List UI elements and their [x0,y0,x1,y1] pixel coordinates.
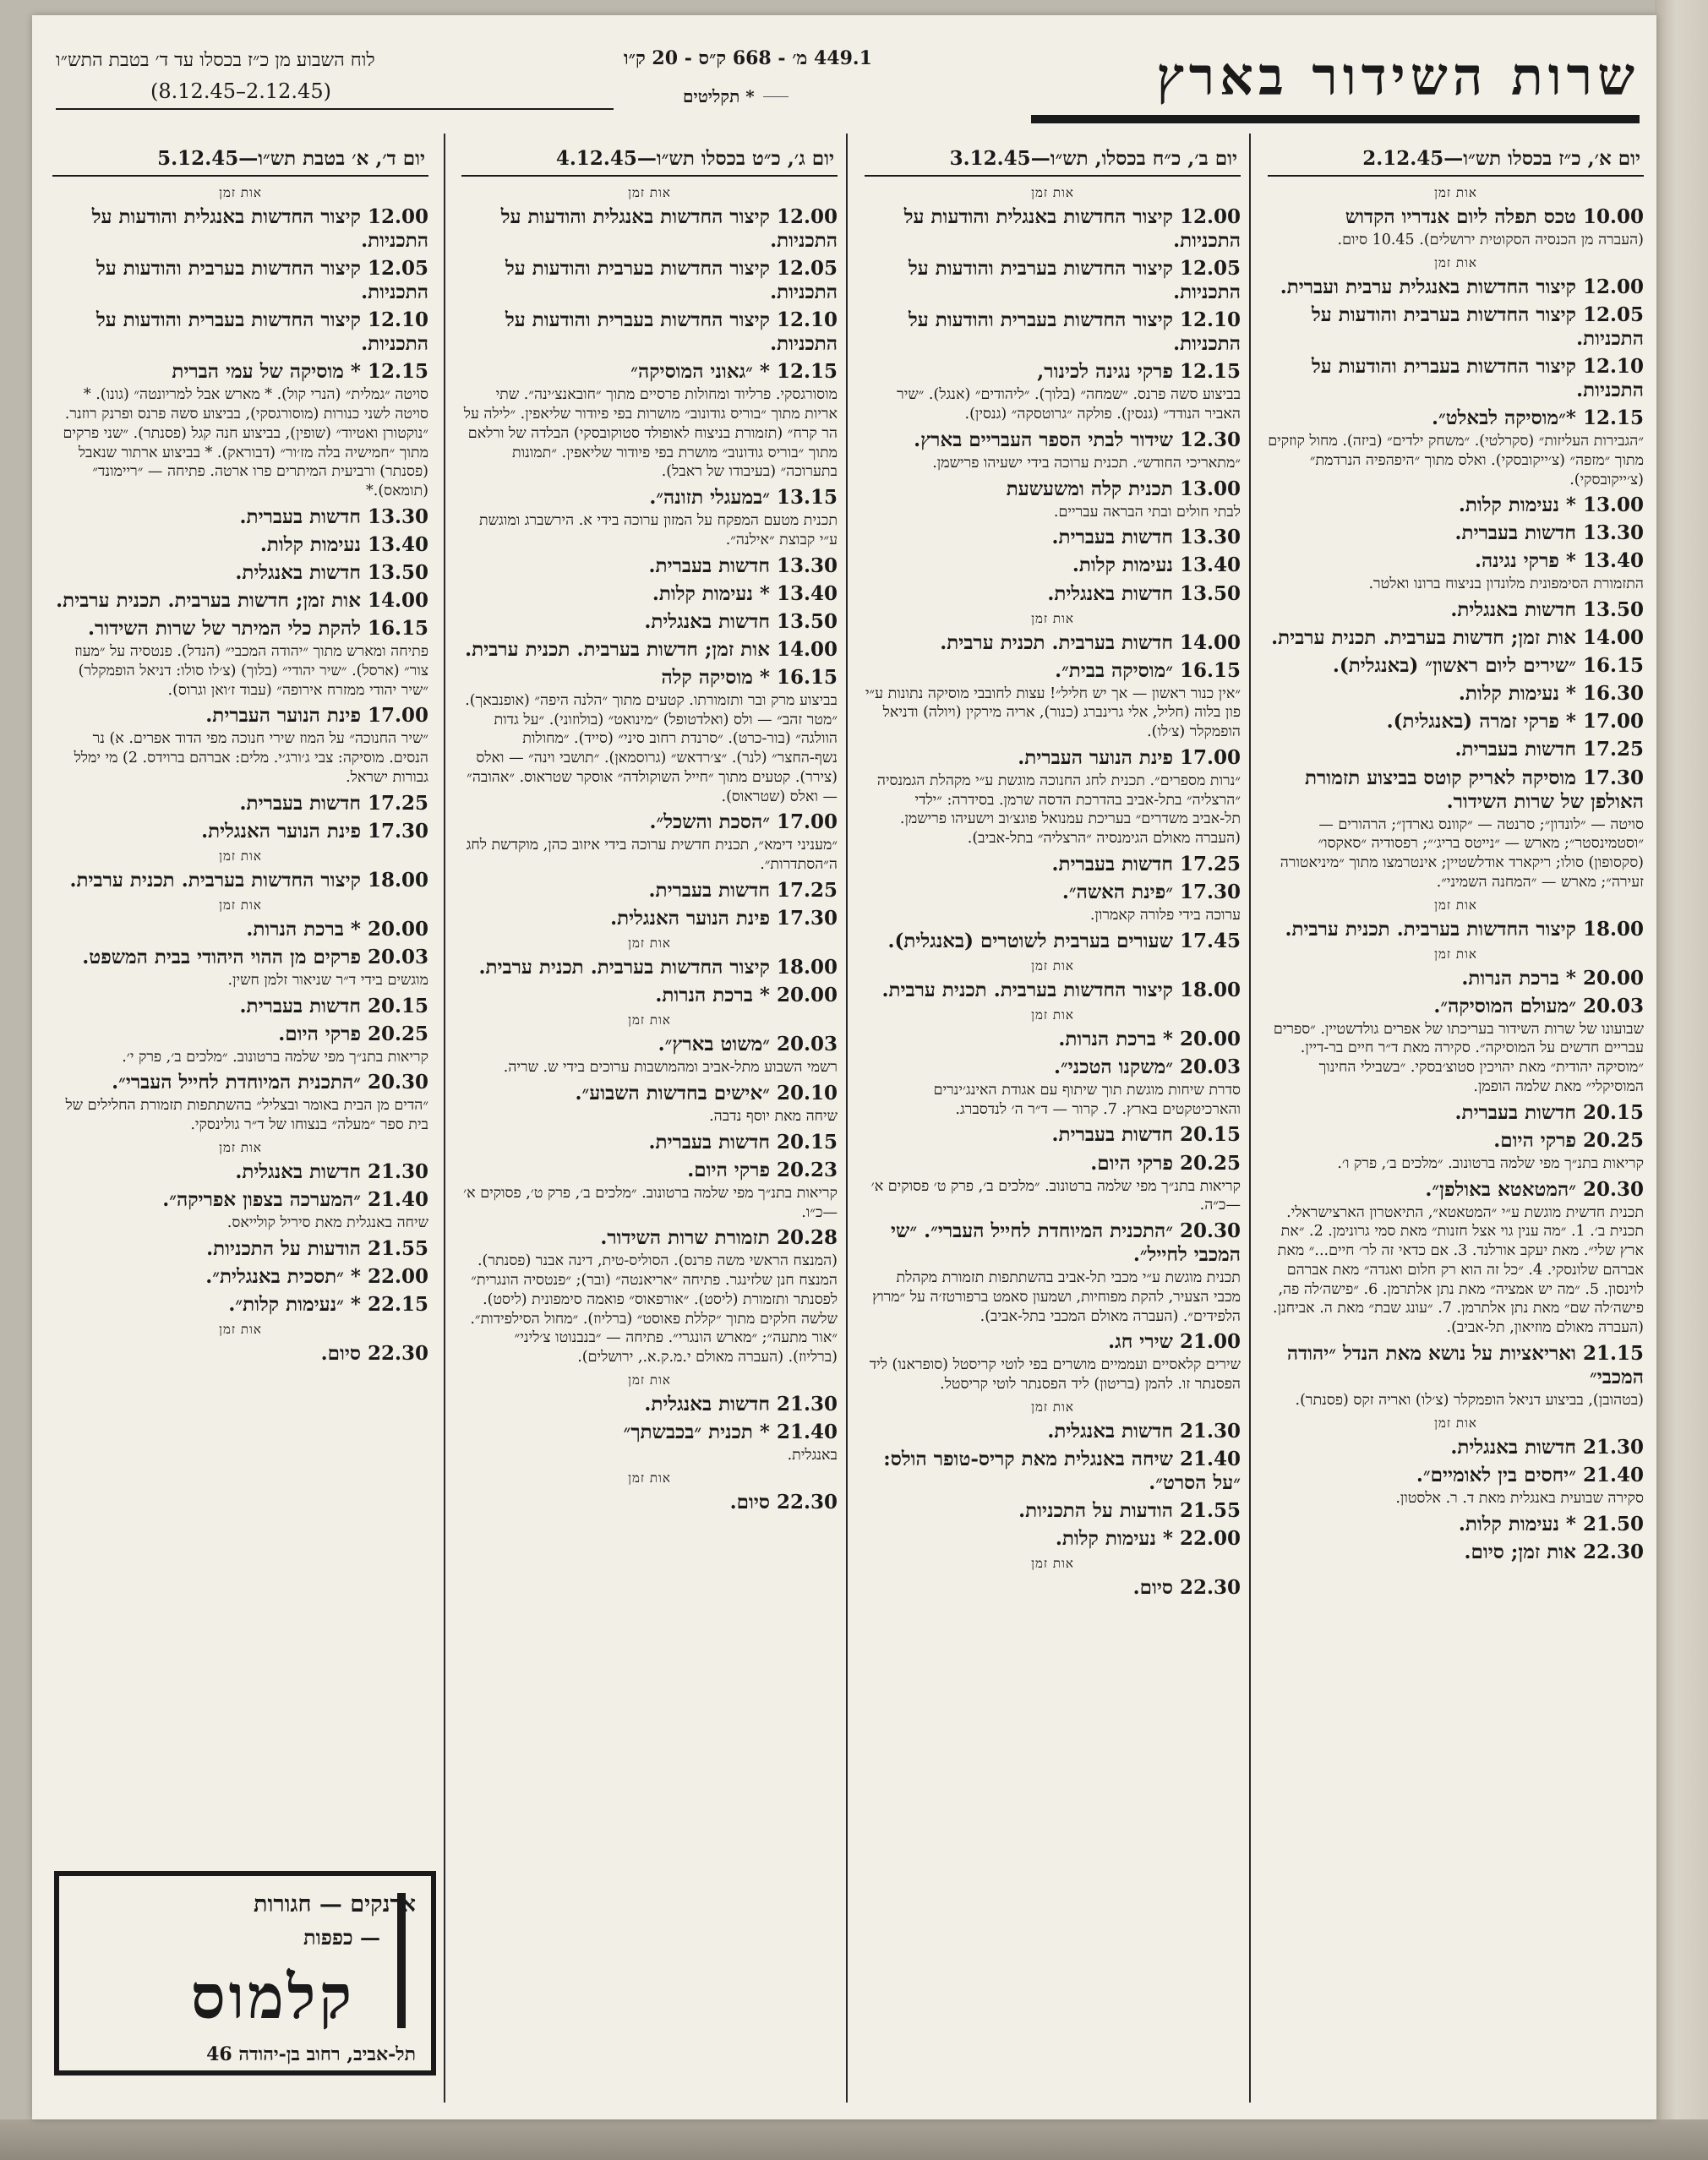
masthead-frequencies: 449.1 מ׳ - 668 ק״ס - 20 ק״ו [624,47,872,69]
program-item [865,853,1241,876]
program-title: 16.15 ״שירים ליום ראשון״ (באנגלית). [1332,654,1644,678]
masthead-rule [1031,115,1640,123]
program-description: תכנית מוגשת ע״י מכבי תל-אביב בהשתתפות תזמורת מקהלת מכבי הצעיר, להקת מפוחיות, ושמעון סאמט ברפורטז׳ה על ״מרוץ הלפידים״. (העברה מאולם המכבי בתל-אביב). [872,1269,1241,1325]
program-description: רשמי השבוע מתל-אביב ומהמושבות ערוכים בידי ש. שריה. [503,1059,838,1077]
program-item [1268,1101,1644,1125]
program-item [865,360,1241,424]
masthead-recorded-legend: * תקליטים [683,86,755,106]
program-description: תכנית חדשית מוגשת ע״י ״המטאטא״, התיאטרון הארצישראלי. תכנית ב׳. 1. ״מה ענין גוי אצל חזנות״ מאת סמי גרונימן. 2. ״את ארץ שלי״. מאת יעקב אורלנד. 3. אם כדאי זה לר׳ חיים...״ מאת אברהם שלונסקי. 4. ״כל זה הוא רק חלום ואגדה״ מאת אברהם לוינסון. 5. ״מה יש אמציה״ מאת נתן אלתרמן. 6. ״פישה׳לה פה, פישה׳לה שם״ מאת נתן אלתרמן. 7. ״עונג שבת״ מאת ה. אביחנן. (העברה מאולם מוזיאון, תל-אביב). [1273,1203,1644,1337]
program-item [865,582,1241,606]
program-title: 22.30 סיום. [1132,1576,1241,1600]
day-program-list [865,177,1241,1600]
kalmus-advertisement [54,1871,436,2075]
program-description: ״מעניני דימא״, תכנית חדשית ערוכה בידי איזוב כהן, מוקדשת לחג ה״הסתדרות״. [466,837,838,874]
program-item [1268,1541,1644,1564]
program-description: פתיחה ומארש מתוך ״יהודה המכבי״ (הנדל). פנטסיה על ״מעוז צור״ (ארסל). ״שיר יהודי״ (בלוך) (צ׳לו סולו: דניאל הופמקלר) ״שיר יהודי ממזרח אירופה״ (עבוד ז׳ואן וגרוס). [74,643,428,699]
program-item [52,1342,428,1366]
program-title: 17.00 ״הסכת והשכל״. [649,810,838,834]
ad-brand-name: קלמוס [190,1961,355,2032]
time-signal-label: אות זמן [1434,897,1477,913]
program-title: 18.00 קיצור החדשות בערבית. תכנית ערבית. [881,978,1241,1001]
program-item [1268,738,1644,761]
program-item [52,205,428,253]
time-signal-label: אות זמן [1434,185,1477,200]
program-title: 21.55 הודעות על התכניות. [1018,1499,1241,1523]
time-signal-label: אות זמן [1031,185,1074,200]
program-title: 18.00 קיצור החדשות בערבית. תכנית ערבית. [478,956,838,979]
program-title: 21.40 * תכנית ״בכבשתך״ [623,1420,838,1443]
program-title: 13.40 * נעימות קלות. [652,581,838,605]
program-title: 12.10 קיצור החדשות בעברית והודעות על התכניות. [1311,354,1644,401]
program-title: 13.15 ״במעגלי תזונה״. [649,486,838,510]
time-signal-label: אות זמן [1434,254,1477,270]
program-title: 20.00 * ברכת הנרות. [655,984,838,1007]
ad-products-line-2: — כפפות [303,1925,380,1950]
program-item [52,1023,428,1067]
program-item [461,810,838,875]
time-signal-label: אות זמן [1434,1415,1477,1431]
time-signal-label: אות זמן [219,1139,262,1155]
program-item [1268,967,1644,990]
program-item [461,1082,838,1126]
program-description: התזמורת הסימפונית מלונדון בניצוח ברונו ואלטר. [1368,575,1644,593]
program-item [1268,995,1644,1097]
program-title: 17.30 מוסיקה לאריק קוטס בביצוע תזמורת האולפן של שרות השידור. [1304,766,1644,813]
program-description: קריאות בתנ״ך מפי שלמה ברטונוב. ״מלכים ב׳, פרק ו׳. [1337,1154,1644,1172]
program-description: (העברה מן הכנסיה הסקוטית ירושלים). 10.45 סיום. [1337,232,1644,249]
program-item [461,907,838,930]
program-description: ״אין כנור ראשון — אך יש חליל״! עצות לחובבי מוסיקה נתונות ע״י פון בלוה (חליל, אלי גרינברג (כנור), אריה מירקין (ויולה) ודניאל הופמקלר (צ׳לו). [865,685,1241,741]
program-title: 12.10 קיצור החדשות בעברית והודעות על התכניות. [505,308,838,356]
program-title: 21.30 חדשות באנגלית. [235,1159,428,1183]
program-title: 20.30 ״התכנית המיוחדת לחייל העברי״. [112,1071,428,1094]
program-title: 18.00 קיצור החדשות בערבית. תכנית ערבית. [69,868,428,892]
program-item [461,666,838,807]
program-title: 13.40 נעימות קלות. [1072,554,1241,577]
program-item [461,486,838,550]
program-title: 20.25 פרקי היום. [1090,1151,1241,1175]
program-item [1268,918,1644,941]
program-title: 14.00 אות זמן; חדשות בערבית. תכנית ערבית. [56,588,428,612]
program-title: 13.50 חדשות באנגלית. [644,609,838,633]
program-description: (בטהובן), בביצוע דניאל הופמקלר (צ׳לו) ואריה זקס (פסנתר). [1295,1391,1644,1409]
program-item [461,1393,838,1416]
program-title: 17.25 חדשות בעברית. [648,878,838,902]
program-item [1268,654,1644,678]
page-edge-bottom [0,2119,1708,2160]
program-item [52,1160,428,1184]
program-title: 20.00 * ברכת הנרות. [246,917,428,941]
program-title: 17.25 חדשות בעברית. [239,791,428,815]
program-description: סקירה שבועית באנגלית מאת ד. ר. אלסטון. [1395,1489,1644,1507]
program-title: 12.30 שידור לבתי הספר העבריים בארץ. [914,428,1241,451]
program-description: ״הדים מן הבית באומר ובצליל״ בהשתתפות תזמורת החלילים של בית ספר ״מעלה״ בנצוחו של ד״ר גולינסקי. [65,1097,428,1134]
program-description: בביצוע מרק ובר ותזמורתו. קטעים מתוך ״הלנה היפה״ (אופנבאך). ״מטר זהב״ — ולס (ואלדטופל) ״מינואט״ (בולוזוני). ״על גדות הוולגה״ (בור-כרט). ״סרנדת רחוב סיני״ (סייד). ״מחולות נשף-החצר״ (לנר). ״צ׳רדאש״ (גרוסמאן). ״תושבי וינה״ — ואלס (צירר). קטעים מתוך ״חייל השוקולדה״ אוסקר שטראוס. ״אהובה״ — ואלס (שטראוס). [465,691,838,805]
program-item [52,533,428,557]
time-signal-label: אות זמן [1031,957,1074,974]
program-item [52,589,428,613]
program-title: 20.03 פרקים מן ההוי היהודי בבית המשפט. [82,945,428,968]
program-title: 12.05 קיצור החדשות בערבית והודעות על התכניות. [908,257,1241,304]
program-item [1268,1178,1644,1338]
day-program-list [52,177,428,1366]
program-title: 21.40 ״המערכה בצפון אפריקה״. [162,1188,428,1212]
program-title: 18.00 קיצור החדשות בערבית. תכנית ערבית. [1285,917,1644,941]
program-description: שיחה באנגלית מאת סיריל קולייאס. [226,1214,428,1232]
program-title: 12.15 * ״גאוני המוסיקה״ [630,360,838,384]
program-title: 17.00 * פרקי זמרה (באנגלית). [1386,710,1644,734]
column-divider [444,134,445,2103]
program-item [865,1527,1241,1551]
program-description: קריאות בתנ״ך מפי שלמה ברטונוב. ״מלכים ב׳, פרק ט׳, פסוקים א׳—כ״ו. [463,1184,838,1221]
program-title: 20.23 פרקי היום. [687,1158,838,1181]
program-item [461,308,838,356]
program-title: 20.03 ״משוט בארץ״. [658,1033,838,1056]
program-title: 21.50 * נעימות קלות. [1458,1512,1644,1535]
program-title: 20.30 ״התכנית המיוחדת לחייל העברי״. ״שי המכבי לחייל״. [891,1219,1241,1267]
program-description: שירים קלאסיים ועממיים מושרים בפי לוטי קריסטל (סופראנו) ליד הפסנתר זו. להמן (בריטון) ליד הפסנתר לוטי קריסטל. [869,1356,1241,1394]
program-title: 20.15 חדשות בעברית. [648,1130,838,1154]
day-header: יום א׳, כ״ז בכסלו תש״ו—2.12.45 [1268,142,1644,177]
program-item [1268,682,1644,706]
program-title: 17.00 פינת הנוער העברית. [205,704,428,728]
program-item [461,956,838,979]
program-item [1268,1129,1644,1174]
program-description: מוגשים בידי ד״ר שניאור זלמן חשין. [227,971,428,989]
program-item [865,930,1241,953]
program-item [52,946,428,990]
program-title: 12.15 פרקי נגינה לכינור, [1037,360,1241,384]
column-divider [846,134,848,2103]
program-item [52,1293,428,1317]
program-title: 14.00 אות זמן; חדשות בערבית. תכנית ערבית. [1271,626,1644,650]
program-item [865,746,1241,848]
masthead-title: שרות השידור בארץ [1156,46,1640,107]
program-title: 20.28 תזמורת שרות השידור. [600,1226,838,1250]
time-signal-label: אות זמן [628,1012,671,1028]
program-item [52,918,428,941]
program-title: 17.25 חדשות בעברית. [1454,738,1644,761]
program-item [865,308,1241,356]
time-signal-label: אות זמן [628,1372,671,1388]
program-title: 12.05 קיצור החדשות בערבית והודעות על התכניות. [505,257,838,304]
program-title: 17.25 חדשות בעברית. [1051,852,1241,875]
program-title: 21.55 הודעות על התכניות. [206,1236,428,1260]
program-item [865,526,1241,549]
program-item [461,554,838,578]
time-signal-label: אות זמן [628,185,671,200]
program-title: 14.00 אות זמן; חדשות בערבית. תכנית ערבית. [465,637,838,661]
program-title: 22.30 סיום. [320,1341,428,1365]
program-item [865,1576,1241,1600]
schedule-column-sunday [1268,142,1644,2094]
program-title: 13.30 חדשות בעברית. [648,554,838,577]
program-item [52,360,428,501]
program-item [461,1131,838,1154]
program-title: 22.00 * ״תסכית באנגלית״. [205,1264,428,1288]
program-item [1268,1464,1644,1508]
program-item [865,979,1241,1002]
program-title: 16.15 ״מוסיקה בבית״. [1055,658,1241,682]
program-item [461,1491,838,1514]
program-description: שבועונו של שרות השידור בעריכתו של אפרים גולדשטיין. ״ספרים עבריים חדשים על המוסיקה״. סקירה מאת ד״ר חיים בר-דיין. ״מוסיקה יהודית״ מאת יהויכין סטוצ׳בסקי. ״בשבילי החינוך המוסיקלי״ מאת שלמה הופמן. [1273,1020,1644,1095]
program-title: 17.30 פינת הנוער האנגלית. [610,906,838,930]
binding-edge [1655,0,1708,2160]
program-description: סויטה ״גמלית״ (הנרי קול). * מארש אבל למריונטה״ (גונו). * סויטה לשני כנורות (מוסורגסקי), בביצוע סשה פרנס ופרנק רוזנר. ״נוקטורן ואטיוד״ (שופין), בביצוע חנה קגל (פסנתר). ״שני פרקים מתוך ״חמישיה בלה מז׳ור״ (דבוראק). * בביצוע ארתור שנאבל (פסנתר) ורביעית המיתרים פרו ארטה. פתיחה — ״ריימונד״ (תומאס).* [63,386,428,500]
program-title: 12.15 *״מוסיקה לבאלט״. [1432,406,1644,430]
program-item [865,1420,1241,1443]
program-item [52,1265,428,1289]
ad-products-line: ארנקים — חגורות [254,1891,416,1917]
program-title: 12.00 קיצור החדשות באנגלית והודעות על התכניות. [903,205,1241,253]
program-title: 16.15 * מוסיקה קלה [661,665,838,689]
time-signal-label: אות זמן [219,1321,262,1337]
program-item [1268,205,1644,250]
program-item [52,820,428,843]
program-title: 13.40 נעימות קלות. [259,532,428,556]
program-description: קריאות בתנ״ך מפי שלמה ברטונוב. ״מלכים ב׳, פרק ט׳ פסוקים א׳—כ״ה. [870,1177,1241,1214]
program-item [1268,1436,1644,1459]
day-header: יום ב׳, כ״ח בכסלו, תש״ו—3.12.45 [865,142,1241,177]
program-title: 12.00 קיצור החדשות באנגלית והודעות על התכניות. [500,205,838,253]
program-item [52,869,428,892]
program-title: 20.30 ״המטאטא באולפן״. [1425,1177,1644,1201]
program-item [1268,1513,1644,1536]
program-item [1268,549,1644,594]
day-program-list [461,177,838,1514]
program-item [1268,275,1644,299]
ad-address: תל-אביב, רחוב בן-יהודה 46 [206,2043,416,2065]
program-title: 12.10 קיצור החדשות בעברית והודעות על התכניות. [95,308,428,356]
program-item [865,1028,1241,1051]
program-item [1268,521,1644,545]
program-description: סדרת שיחות מוגשת תוך שיתוף עם אגודת האינג׳ינרים והארכיטקטים בארץ. 7. קרור — ד״ר ה׳ לנדסברג. [933,1081,1241,1118]
program-description: ״הגבירות העליזות״ (סקרלטי). ״משחק ילדים״ (ביזה). מחול קוזקים מתוך ״מזפה״ (צ׳ייקובסקי). ואלס מתוך ״היפהפיה הנרדמת״ (צ׳ייקובסקי). [1268,433,1644,488]
program-title: 16.30 * נעימות קלות. [1458,682,1644,706]
masthead-week-dates: (2.12.45–8.12.45) [150,79,331,103]
program-item [865,631,1241,655]
program-title: 14.00 חדשות בערבית. תכנית ערבית. [940,630,1241,654]
program-title: 20.15 חדשות בעברית. [239,994,428,1017]
program-title: 16.15 להקת כלי המיתר של שרות השידור. [88,617,428,641]
time-signal-label: אות זמן [1031,1399,1074,1415]
program-title: 12.05 קיצור החדשות בערבית והודעות על התכניות. [95,257,428,304]
program-item [1268,710,1644,734]
program-title: 17.30 ״פינת האשה״. [1061,881,1241,903]
program-item [1268,1342,1644,1410]
program-title: 13.40 * פרקי נגינה. [1474,549,1644,573]
program-item [865,1499,1241,1523]
column-divider [1249,134,1251,2103]
program-description: סויטה — ״לונדון״; סרנטה — ״קוונס גארדן״; הרהורים — ״וסטמינסטר״; מארש — ״נייטס בריג׳״; רפסודיה ״סאקסו״ (סקסופון) סולו; ריקארד אודלשטיין; אינטרמצו מתוך ״מיניאטורה זעירה״; מארש — ״המחנה השמיני״. [1280,815,1644,891]
program-item [865,1055,1241,1120]
time-signal-label: אות זמן [1031,1556,1074,1572]
program-title: 22.15 * ״נעימות קלות״. [228,1292,428,1316]
program-title: 21.30 חדשות באנגלית. [1450,1435,1644,1459]
program-title: 13.50 חדשות באנגלית. [1450,598,1644,622]
program-item [461,257,838,304]
program-title: 12.10 קיצור החדשות בעברית והודעות על התכניות. [908,308,1241,356]
program-item [461,1421,838,1465]
time-signal-label: אות זמן [219,897,262,913]
program-item [865,1448,1241,1495]
program-description: (המנצח הראשי משה פרנס). הסוליס-טית, דינה אבנר (פסנתר). המנצח חנן שלזינגר. פתיחה ״אריאנטה״ (ובר); ״פנטסיה הונגרית״ לפסנתר ותזמורת (ליסט). ״אורפאוס״ פואמה סימפונית (ליסט). שלשה חלקים מתוך ״קללת פאוסט״ (ברליוז). ״מחול הסילפידות״. ״אור מתעה״; ״מארש הונגרי״. פתיחה — ״בנבנוטו צ׳ליני״ (ברליוז). (העברה מאולם י.מ.ק.א., ירושלים). [470,1252,838,1366]
program-title: 22.00 * נעימות קלות. [1055,1527,1241,1551]
program-title: 12.05 קיצור החדשות בערבית והודעות על התכניות. [1311,303,1644,350]
schedule-column-wednesday [52,142,428,1857]
program-item [1268,494,1644,517]
program-title: 21.30 חדשות באנגלית. [644,1392,838,1415]
program-title: 20.03 ״משקנו הטכני״. [1054,1055,1241,1078]
program-title: 22.30 סיום. [729,1490,838,1514]
program-item [1268,598,1644,622]
program-item [865,554,1241,577]
program-description: שיחה מאת יוסף נדבה. [709,1107,838,1125]
program-item [461,610,838,634]
program-title: 22.30 אות זמן; סיום. [1464,1540,1644,1563]
program-item [1268,303,1644,351]
program-title: 13.00 תכנית קלה ומשעשעת [1006,477,1241,500]
program-title: 13.30 חדשות בעברית. [1051,526,1241,549]
program-item [461,360,838,482]
time-signal-label: אות זמן [628,1470,671,1486]
program-item [865,881,1241,925]
program-item [52,1237,428,1261]
program-item [52,704,428,787]
program-item [865,1123,1241,1147]
program-title: 12.00 קיצור החדשות באנגלית ערבית ועברית. [1280,275,1644,298]
program-item [461,879,838,903]
program-title: 20.03 ״מעולם המוסיקה״. [1433,994,1644,1017]
program-item [865,1152,1241,1216]
newspaper-page [32,15,1656,2119]
time-signal-label: אות זמן [628,935,671,951]
time-signal-label: אות זמן [1434,946,1477,962]
program-item [865,257,1241,304]
program-title: 13.00 * נעימות קלות. [1458,494,1644,517]
program-item [865,477,1241,522]
program-description: מוסורגסקי. פרליוד ומחולות פרסיים מתוך ״חובאנצ׳ינה״. שתי אריות מתוך ״בוריס גודונוב״ מושרות בפי פיודור שליאפין. ״לילה על הר קרח״ (תזמורת בניצוח לאופולד סטוקובסקי) הבלדה של ורלאם מתוך ״בוריס גודונוב״ מושרת בפי פיודור שליאפין. ״תמונות בתערוכה״ (בעיבודו של ראבל). [463,386,838,481]
program-title: 20.00 * ברכת הנרות. [1058,1027,1241,1050]
time-signal-label: אות זמן [1031,1006,1074,1023]
program-description: ״נרות מספרים״. תכנית לחג החנוכה מוגשת ע״י מקהלת הגמנסיה ״הרצליה״ בתל-אביב בהדרכת הדסה שרמן. בסידרה: ״ילדי תל-אביב משדרים״ בעריכת עמנואל פוגצ׳וב וישעיהו פרישמן. (העברה מאולם הגימנסיה ״הרצליה״ בתל-אביב). [876,772,1241,848]
program-title: 13.30 חדשות בעברית. [1454,521,1644,545]
program-title: 21.40 שיחה באנגלית מאת קריס-טופר הולס: ״על הסרט״. [883,1448,1241,1495]
program-title: 20.15 חדשות בעברית. [1051,1123,1241,1147]
program-title: 17.00 פינת הנוער העברית. [1018,745,1241,769]
program-title: 21.40 ״יחסים בין לאומיים״. [1416,1463,1644,1486]
program-description: ערוכה בידי פלורה קאמרון. [1089,907,1241,925]
masthead-week-range: לוח השבוע מן כ״ז בכסלו עד ד׳ בטבת התש״ו [56,50,375,71]
program-title: 12.00 קיצור החדשות באנגלית והודעות על התכניות. [91,205,428,253]
program-title: 21.30 חדשות באנגלית. [1047,1419,1241,1443]
program-item [1268,766,1644,892]
program-description: ״מתאריכי החודש״. תכנית ערוכה בידי ישעיהו פרישמן. [932,454,1241,472]
program-title: 12.15 * מוסיקה של עמי הברית [172,360,428,384]
program-item [52,617,428,700]
time-signal-label: אות זמן [1031,610,1074,626]
program-item [52,995,428,1018]
time-signal-label: אות זמן [219,185,262,200]
day-header: יום ד׳, א׳ בטבת תש״ו—5.12.45 [52,142,428,177]
program-item [52,505,428,529]
program-title: 20.00 * ברכת הנרות. [1461,966,1644,990]
program-item [865,1219,1241,1326]
program-item [865,1330,1241,1394]
program-title: 21.15 ואריאציות על נושא מאת הנדל ״יהודה המכבי״ [1286,1341,1644,1388]
program-item [461,205,838,253]
program-item [865,205,1241,253]
program-item [1268,406,1644,489]
day-program-list [1268,177,1644,1564]
program-item [1268,626,1644,650]
program-item [461,582,838,606]
program-item [461,1226,838,1367]
program-title: 17.30 פינת הנוער האנגלית. [201,819,428,843]
program-item [52,308,428,356]
time-signal-label: אות זמן [219,848,262,864]
masthead-underline [56,108,614,110]
schedule-column-monday [865,142,1241,2094]
program-item [52,561,428,585]
program-title: 13.50 חדשות באנגלית. [1047,581,1241,605]
program-item [1268,355,1644,402]
program-title: 20.25 פרקי היום. [1493,1128,1644,1152]
program-item [461,984,838,1007]
program-item [52,1188,428,1233]
program-item [52,257,428,304]
program-title: 20.25 פרקי היום. [278,1022,428,1045]
program-title: 20.10 ״אישים בחדשות השבוע״. [575,1081,838,1105]
schedule-column-tuesday [461,142,838,2094]
program-item [865,428,1241,473]
program-title: 13.50 חדשות באנגלית. [235,560,428,584]
program-item [461,1159,838,1223]
program-item [865,659,1241,742]
program-title: 17.45 שעורים בערבית לשוטרים (באנגלית). [887,929,1241,952]
program-description: קריאות בתנ״ך מפי שלמה ברטונוב. ״מלכים ב׳, פרק י׳. [122,1048,428,1066]
program-title: 13.30 חדשות בעברית. [239,505,428,528]
day-header: יום ג׳, כ״ט בכסלו תש״ו—4.12.45 [461,142,838,177]
program-description: בביצוע סשה פרנס. ״שמחה״ (בלוך). ״ליהודים״ (אנגל). ״שיר האביר הנודד״ (גנסין). פולקה ״גרוטסקה״ (גנסין). [897,386,1241,423]
program-title: 21.00 שירי חג. [1108,1330,1241,1354]
program-description: באנגלית. [787,1446,838,1464]
program-description: ״שיר החנוכה״ על המוז שירי חנוכה מפי הדוד אפרים. א) נר הנסים. מוסיקה: צבי ג׳ורג׳י. מלים: אברהם ברוידס. 2) מי ימלל גבורות ישראל. [74,730,428,786]
program-item [461,638,838,662]
program-item [52,1071,428,1135]
program-item [461,1033,838,1077]
program-description: לבתי חולים ובתי הבראה עבריים. [1053,503,1241,521]
program-title: 10.00 טכס תפלה ליום אנדריו הקדוש [1345,205,1644,228]
program-description: תכנית מטעם המפקח על המזון ערוכה בידי א. הירשברג ומוגשת ע״י קבוצת ״אילנה״. [479,512,838,548]
program-item [52,792,428,815]
program-title: 20.15 חדשות בעברית. [1454,1100,1644,1124]
